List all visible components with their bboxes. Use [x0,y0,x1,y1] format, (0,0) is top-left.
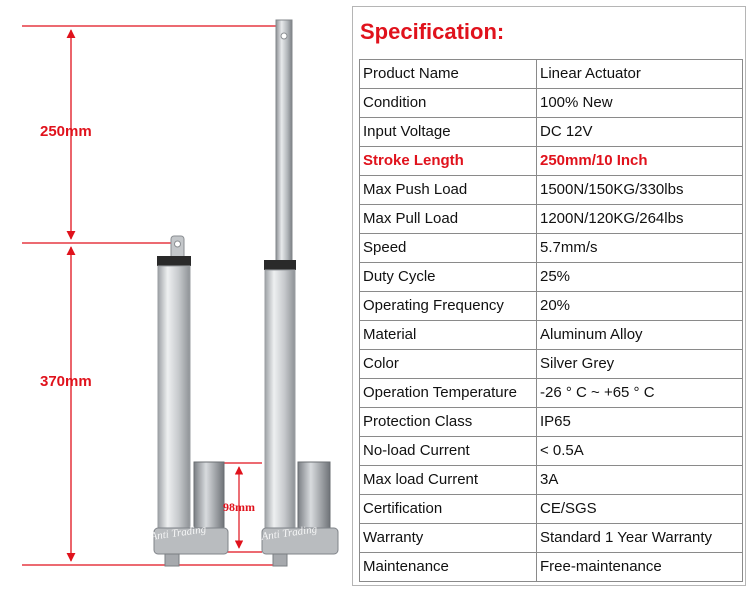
spec-name-cell: Operation Temperature [360,379,537,408]
spec-value-cell: 5.7mm/s [537,234,743,263]
outer-tube [158,266,190,536]
spec-value-cell: IP65 [537,408,743,437]
spec-row [360,263,743,292]
spec-value-cell: -26 ° C ~ +65 ° C [537,379,743,408]
spec-title: Specification: [360,19,505,44]
spec-row [360,118,743,147]
spec-value-cell: 1200N/120KG/264lbs [537,205,743,234]
spec-row [360,437,743,466]
spec-row [360,524,743,553]
spec-value-cell: 20% [537,292,743,321]
spec-name-cell: Color [360,350,537,379]
extended-actuator [262,20,338,566]
spec-row [360,379,743,408]
spec-name-cell: Stroke Length [360,147,537,176]
watermark: Anti Trading [149,523,207,543]
spec-name-cell: Material [360,321,537,350]
spec-row [360,176,743,205]
spec-name-cell: Certification [360,495,537,524]
spec-value-cell: 3A [537,466,743,495]
spec-value-cell: 250mm/10 Inch [537,147,743,176]
spec-value-cell: 25% [537,263,743,292]
actuator-figure [0,0,350,591]
spec-name-cell: Max Pull Load [360,205,537,234]
spec-row [360,495,743,524]
spec-value-cell: 100% New [537,89,743,118]
spec-row [360,60,743,89]
rear-clevis [273,554,287,566]
spec-row [360,466,743,495]
spec-name-cell: Product Name [360,60,537,89]
rear-clevis [165,554,179,566]
spec-row [360,205,743,234]
tube-end-cap [264,260,296,270]
spec-value-cell: DC 12V [537,118,743,147]
spec-row [360,147,743,176]
spec-row [360,408,743,437]
spec-row [360,234,743,263]
spec-name-cell: Maintenance [360,553,537,582]
spec-name-cell: Max Push Load [360,176,537,205]
spec-name-cell: Protection Class [360,408,537,437]
tube-end-cap [157,256,191,266]
spec-value-cell: Silver Grey [537,350,743,379]
spec-value-cell: < 0.5A [537,437,743,466]
spec-row [360,553,743,582]
specification-panel [352,6,746,586]
spec-name-cell: Speed [360,234,537,263]
spec-name-cell: Input Voltage [360,118,537,147]
spec-name-cell: Warranty [360,524,537,553]
retracted-length-label: 370mm [40,373,92,390]
spec-row [360,89,743,118]
spec-row [360,292,743,321]
spec-value-cell: CE/SGS [537,495,743,524]
spec-value-cell: 1500N/150KG/330lbs [537,176,743,205]
watermark: Anti Trading [260,523,318,543]
spec-name-cell: Condition [360,89,537,118]
spec-name-cell: Duty Cycle [360,263,537,292]
spec-table [359,59,743,582]
motor-length-label: 98mm [223,500,255,514]
actuator-illustration [0,0,350,591]
spec-value-cell: Aluminum Alloy [537,321,743,350]
retracted-actuator [154,236,228,566]
extension-rod [276,20,292,263]
spec-value-cell: Standard 1 Year Warranty [537,524,743,553]
spec-value-cell: Linear Actuator [537,60,743,89]
outer-tube [265,270,295,536]
stroke-dimension-label: 250mm [40,123,92,140]
spec-row [360,321,743,350]
spec-row [360,350,743,379]
spec-name-cell: No-load Current [360,437,537,466]
spec-name-cell: Operating Frequency [360,292,537,321]
spec-value-cell: Free-maintenance [537,553,743,582]
spec-name-cell: Max load Current [360,466,537,495]
